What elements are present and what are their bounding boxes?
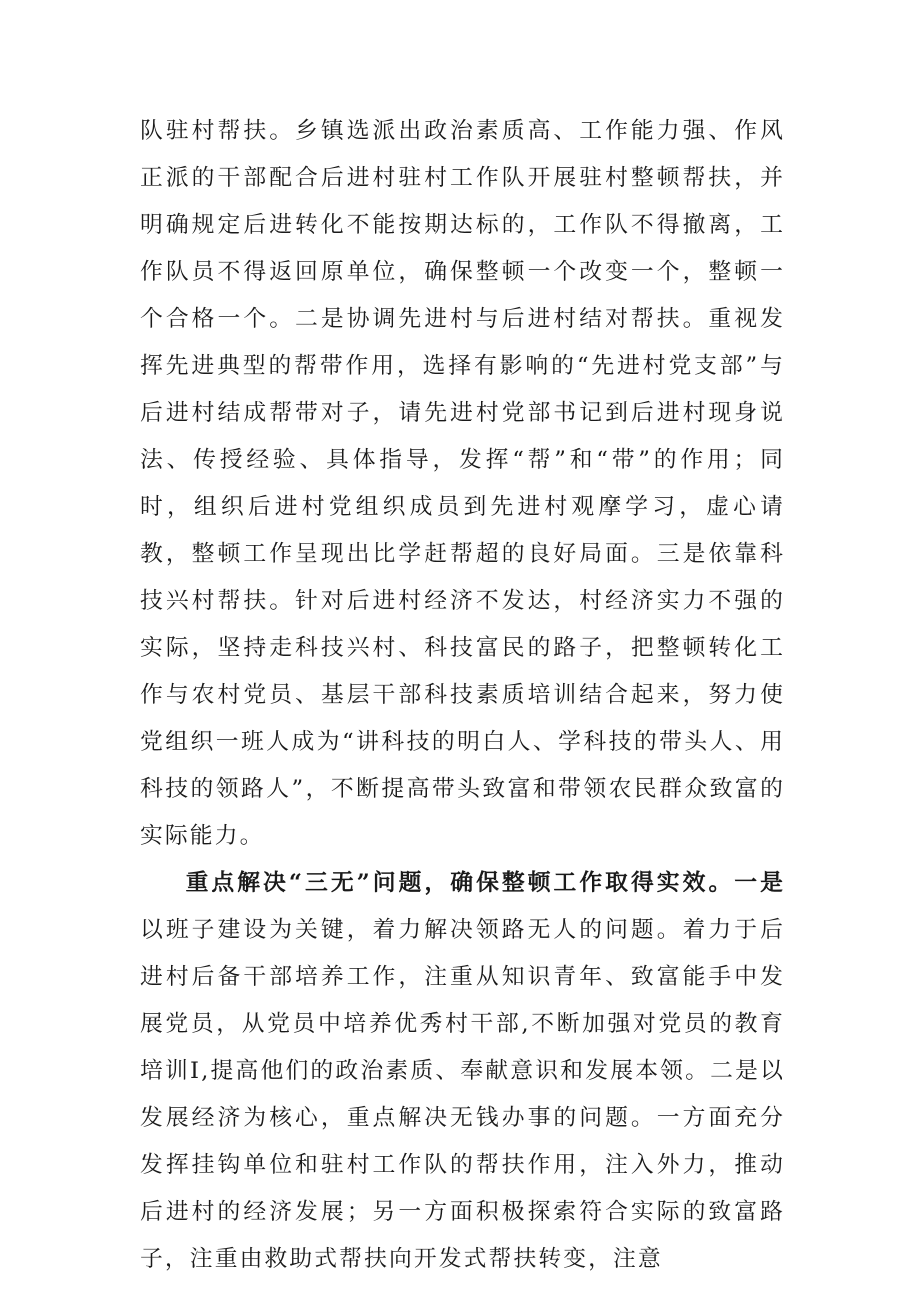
paragraph-heading: 重点解决“三无”问题，确保整顿工作取得实效。一是	[185, 870, 785, 896]
paragraph-body: 以班子建设为关键，着力解决领路无人的问题。着力于后进村后备干部培养工作，注重从知识青年、致富能手中发展党员，从党员中培养优秀村干部,不断加强对党员的教育培训I,提高他们的政治素质、奉献意识和发展本领。二是以发展经济为核心，重点解决无钱办事的问题。一方面充分发挥挂钩单位和驻村工作队的帮扶作用，注入外力，推动后进村的经济发展；另一方面积极探索符合实际的致富路子，注重由救助式帮扶向开发式帮扶转变，注意	[140, 917, 785, 1272]
body-paragraph-2	[140, 860, 785, 1283]
document-page	[140, 108, 785, 1283]
body-paragraph-1: 队驻村帮扶。乡镇选派出政治素质高、工作能力强、作风正派的干部配合后进村驻村工作队开展驻村整顿帮扶，并明确规定后进转化不能按期达标的，工作队不得撤离，工作队员不得返回原单位，确保整顿一个改变一个，整顿一个合格一个。二是协调先进村与后进村结对帮扶。重视发挥先进典型的帮带作用，选择有影响的“先进村党支部”与后进村结成帮带对子，请先进村党部书记到后进村现身说法、传授经验、具体指导，发挥“帮”和“带”的作用；同时，组织后进村党组织成员到先进村观摩学习，虚心请教，整顿工作呈现出比学赶帮超的良好局面。三是依靠科技兴村帮扶。针对后进村经济不发达，村经济实力不强的实际，坚持走科技兴村、科技富民的路子，把整顿转化工作与农村党员、基层干部科技素质培训结合起来，努力使党组织一班人成为“讲科技的明白人、学科技的带头人、用科技的领路人”，不断提高带头致富和带领农民群众致富的实际能力。	[140, 118, 785, 849]
